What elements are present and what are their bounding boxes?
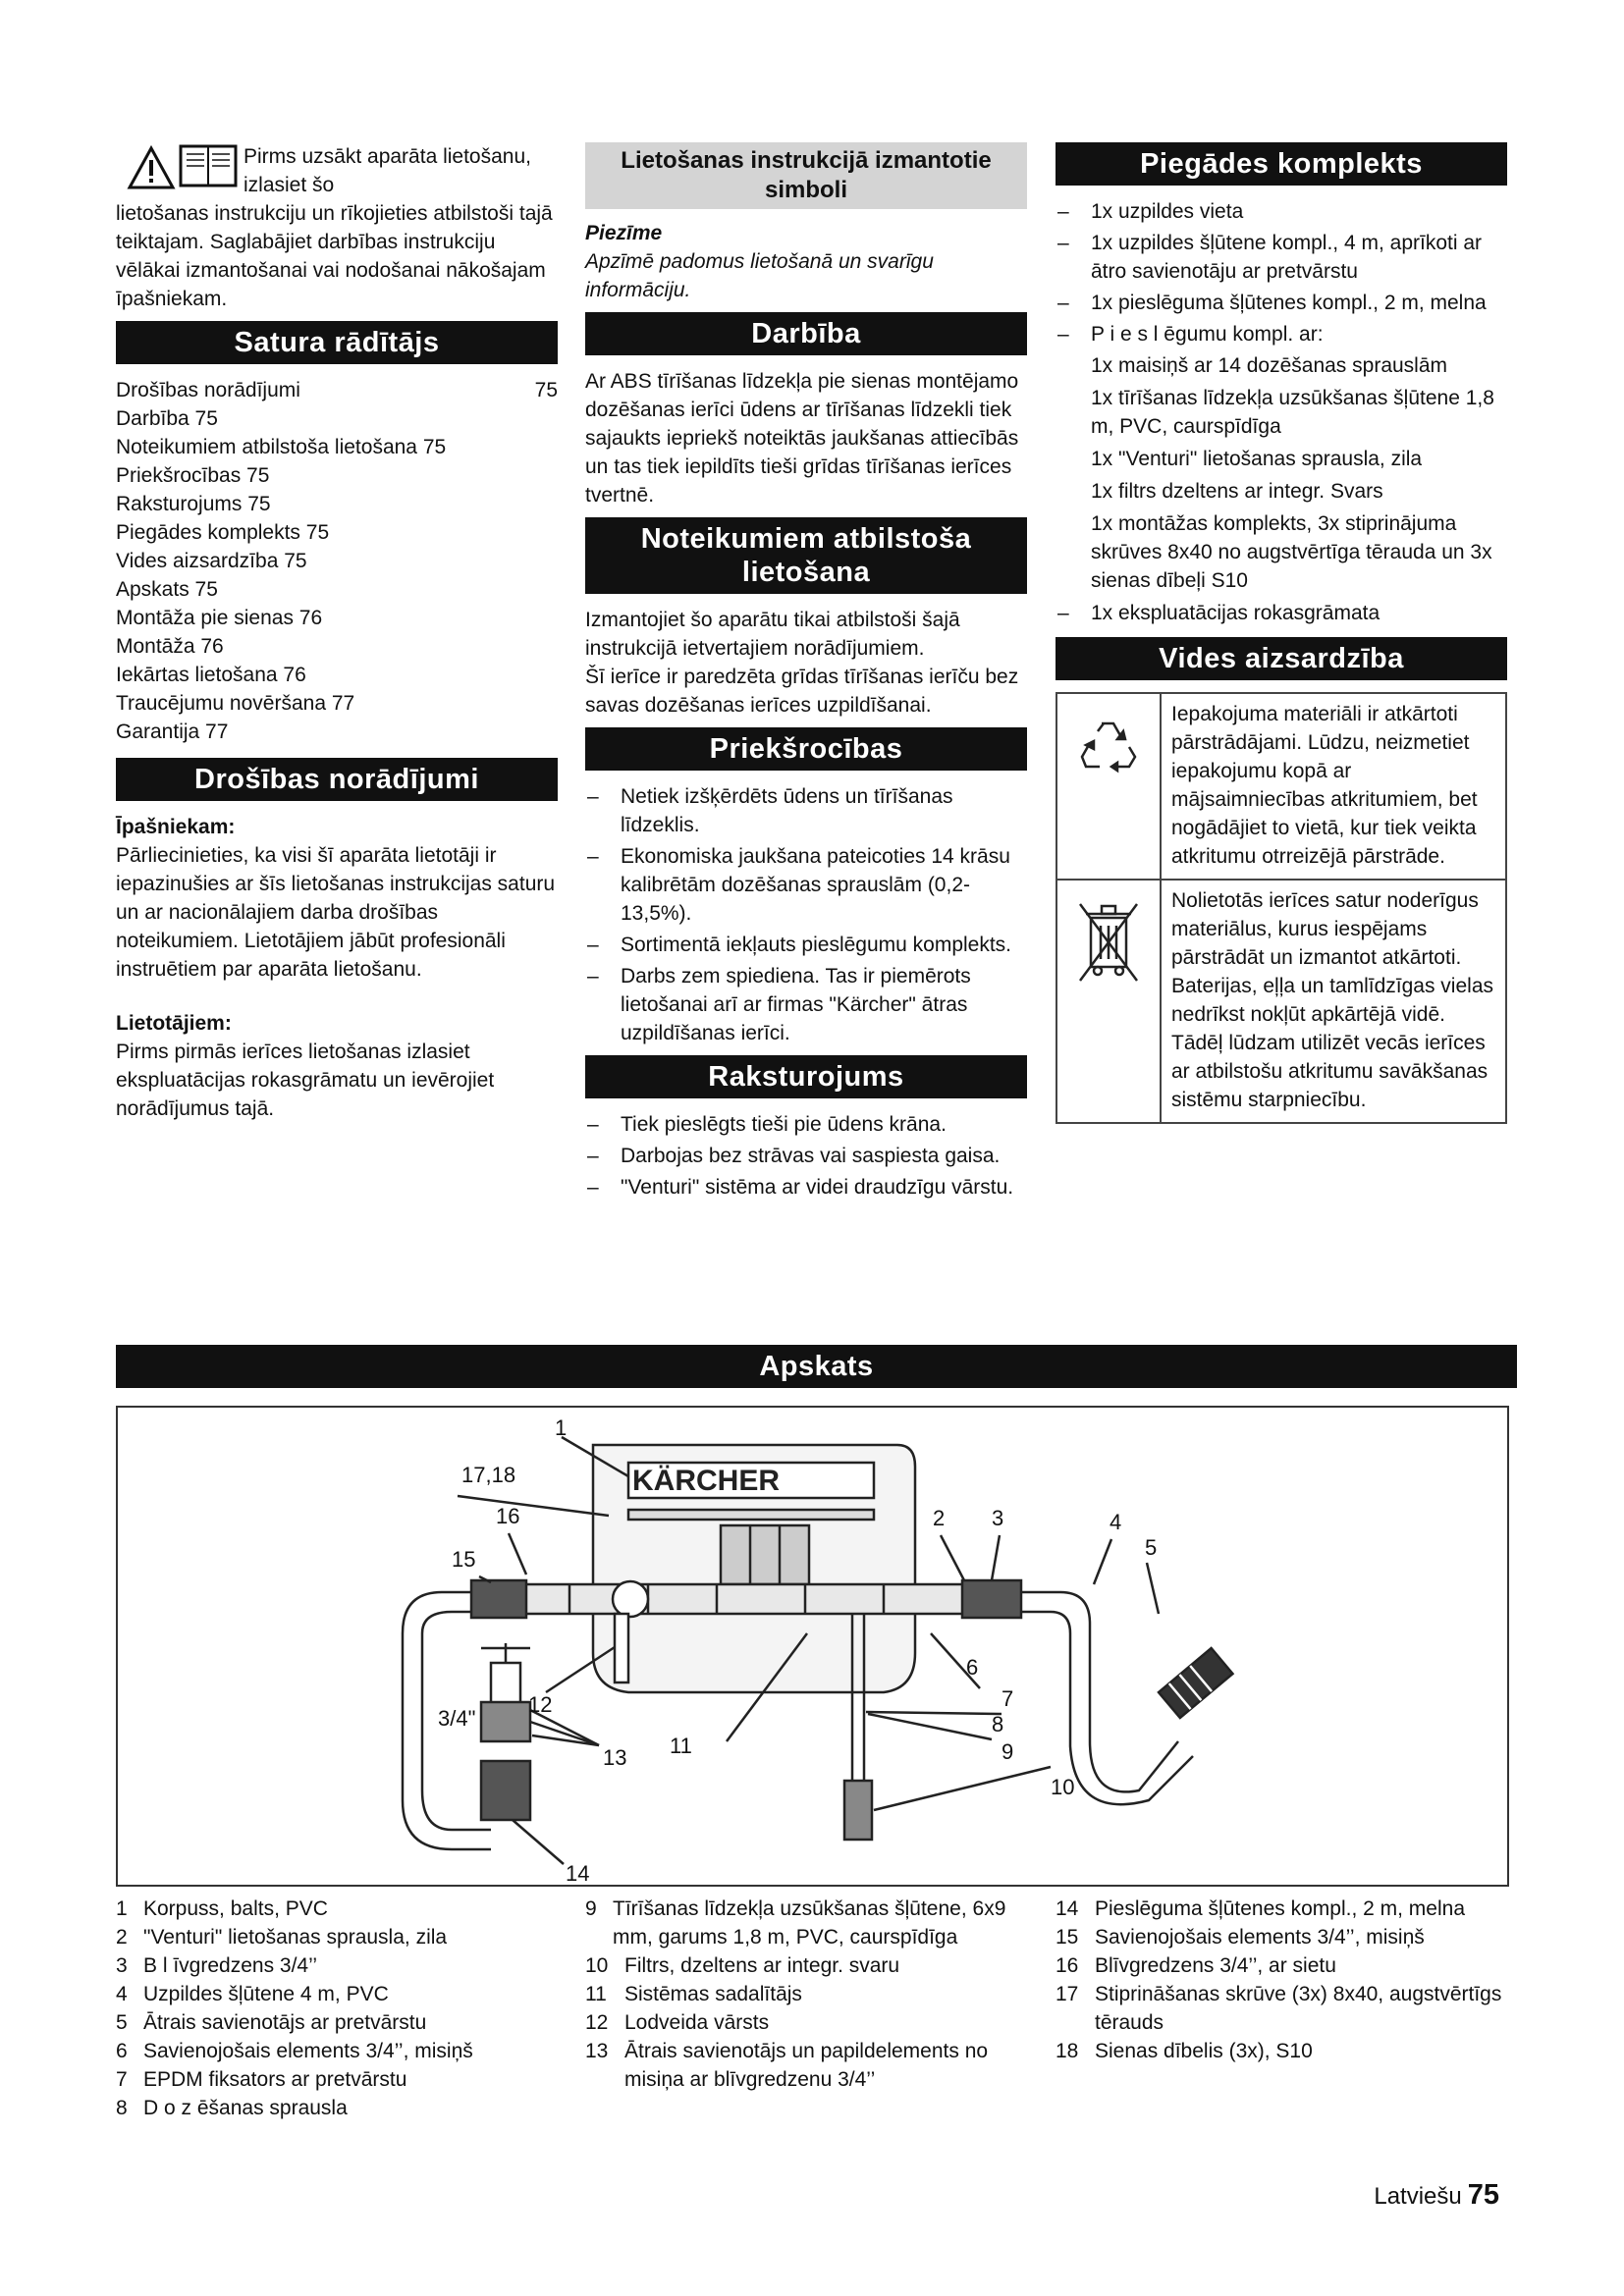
list-dash: – xyxy=(587,934,599,956)
legend-item xyxy=(585,1951,1027,1980)
legend-text: Sienas dībelis (3x), S10 xyxy=(1095,2040,1313,2062)
toc-item-page: 75 xyxy=(534,379,558,401)
disposal-text: Nolietotās ierīces satur noderīgus materiālus, kurus iespējams pārstrādāt un izmantot atkārtoti. Baterijas, eļļa un tamlīdzīgas vielas nedrīkst nokļūt apkārtējā vidē. Tādēļ lūdzam utilizēt vecās ierīces ar atbilstošu atkritumu savākšanas sistēmu starpniecību. xyxy=(1171,889,1493,1111)
owner-heading: Īpašniekam: xyxy=(116,816,236,838)
list-dash: – xyxy=(587,1113,599,1136)
toc-item xyxy=(116,689,558,718)
callout-7: 7 xyxy=(1001,1686,1014,1711)
toc-item xyxy=(116,661,558,689)
callout-3: 3 xyxy=(992,1506,1004,1530)
legend-text: Uzpildes šļūtene 4 m, PVC xyxy=(143,1983,389,2005)
device-drawing xyxy=(118,1408,1507,1885)
legend-item xyxy=(116,1951,558,1980)
toc-item xyxy=(116,632,558,661)
scope-item xyxy=(1056,289,1507,317)
recycle-icon xyxy=(1057,694,1162,879)
list-dash: – xyxy=(587,965,599,988)
callout-5: 5 xyxy=(1145,1535,1158,1560)
overview-heading: Apskats xyxy=(116,1345,1517,1388)
scope-item-text: P i e s l ēgumu kompl. ar: xyxy=(1091,323,1324,346)
legend-number: 7 xyxy=(116,2068,128,2091)
legend-text: Pieslēguma šļūtenes kompl., 2 m, melna xyxy=(1095,1897,1466,1920)
toc-heading: Satura rādītājs xyxy=(116,321,558,364)
legend-item xyxy=(116,2094,558,2122)
legend-item xyxy=(116,2008,558,2037)
legend-text: Korpuss, balts, PVC xyxy=(143,1897,328,1920)
legend-text: EPDM fiksators ar pretvārstu xyxy=(143,2068,407,2091)
legend-text: Blīvgredzens 3/4’’, ar sietu xyxy=(1095,1954,1336,1977)
list-item-text: Netiek izšķērdēts ūdens un tīrīšanas līdzeklis. xyxy=(621,785,953,836)
legend-item xyxy=(116,1923,558,1951)
scope-last-item: – 1x ekspluatācijas rokasgrāmata xyxy=(1057,602,1380,624)
toc-item xyxy=(116,718,558,746)
list-item-text: Ekonomiska jaukšana pateicoties 14 krāsu kalibrētām dozēšanas sprauslām (0,2-13,5%). xyxy=(621,845,1010,925)
toc-item xyxy=(116,433,558,461)
thread-label: 3/4" xyxy=(438,1706,476,1731)
callout-9: 9 xyxy=(1001,1739,1014,1764)
note-text: Apzīmē padomus lietošanā un svarīgu informāciju. xyxy=(585,250,934,301)
toc-item xyxy=(116,604,558,632)
legend-number: 3 xyxy=(116,1954,128,1977)
list-dash: – xyxy=(1057,200,1069,223)
legend-text: Savienojošais elements 3/4’’, misiņš xyxy=(1095,1926,1425,1949)
footer-language: Latviešu xyxy=(1374,2183,1462,2210)
callout-8: 8 xyxy=(992,1712,1004,1736)
recycle-text: Iepakojuma materiāli ir atkārtoti pārstrādājami. Lūdzu, neizmetiet iepakojumu kopā ar mājsaimniecības atkritumiem, bet nogādājiet to vietā, kur tiek veikta atkritumu otrreizējā pārstrāde. xyxy=(1171,703,1478,868)
scope-item xyxy=(1056,197,1507,226)
legend-text: Savienojošais elements 3/4’’, misiņš xyxy=(143,2040,473,2062)
list-item xyxy=(585,962,1027,1047)
list-item-text: Tiek pieslēgts tieši pie ūdens krāna. xyxy=(621,1113,947,1136)
scope-sub-item: 1x filtrs dzeltens ar integr. Svars xyxy=(1091,480,1383,503)
list-item xyxy=(585,931,1027,959)
scope-item-text: 1x uzpildes vieta xyxy=(1091,200,1244,223)
legend-text: Ātrais savienotājs un papildelements no misiņa ar blīvgredzenu 3/4’’ xyxy=(624,2040,989,2091)
toc-item-label: Drošības norādījumi xyxy=(116,379,300,401)
callout-13: 13 xyxy=(603,1745,627,1770)
toc-item xyxy=(116,547,558,575)
column-right xyxy=(1056,142,1507,1124)
intro-text-first: Pirms uzsākt aparāta lietošanu, izlasiet šo xyxy=(244,145,531,196)
legend-item xyxy=(116,2037,558,2065)
list-item-text: Darbojas bez strāvas vai saspiesta gaisa. xyxy=(621,1145,1001,1167)
legend-number: 2 xyxy=(116,1926,128,1949)
legend-item xyxy=(585,1895,1027,1951)
scope-last-item-text: 1x ekspluatācijas rokasgrāmata xyxy=(1091,602,1380,624)
scope-item xyxy=(1056,229,1507,286)
toc-item-label: Apskats 75 xyxy=(116,578,218,601)
legend-number: 11 xyxy=(585,1983,607,2005)
intended-use-text-2: Šī ierīce ir paredzēta grīdas tīrīšanas ierīču bez savas dozēšanas ierīces uzpildīšanai. xyxy=(585,666,1019,717)
legend-number: 18 xyxy=(1056,2040,1079,2062)
scope-item xyxy=(1056,320,1507,348)
page-footer xyxy=(1374,2179,1499,2212)
toc-list xyxy=(116,376,558,746)
legend-text: Stiprināšanas skrūve (3x) 8x40, augstvērtīgs tērauds xyxy=(1095,1983,1502,2034)
legend-item xyxy=(1056,2037,1507,2065)
legend-item xyxy=(1056,1923,1507,1951)
legend-item xyxy=(116,2065,558,2094)
legend-number: 10 xyxy=(585,1954,609,1977)
callout-17-18: 17,18 xyxy=(461,1463,516,1487)
legend-number: 9 xyxy=(585,1897,597,1920)
warning-book-icon xyxy=(126,142,244,191)
list-item xyxy=(585,1173,1027,1201)
features-list xyxy=(585,1110,1027,1201)
callout-15: 15 xyxy=(452,1547,476,1572)
scope-sub-item: 1x "Venturi" lietošanas sprausla, zila xyxy=(1091,448,1423,470)
legend-text: Filtrs, dzeltens ar integr. svaru xyxy=(624,1954,900,1977)
toc-item xyxy=(116,490,558,518)
scope-sub-list xyxy=(1056,351,1507,595)
list-dash: – xyxy=(587,1176,599,1199)
list-dash: – xyxy=(1057,232,1069,254)
legend-text: Tīrīšanas līdzekļa uzsūkšanas šļūtene, 6x9 mm, garums 1,8 m, PVC, caurspīdīga xyxy=(613,1897,1006,1949)
list-dash: – xyxy=(1057,292,1069,314)
scope-sub-item: 1x montāžas komplekts, 3x stiprinājuma skrūves 8x40 no augstvērtīga tērauda un 3x sienas dībeļi S10 xyxy=(1091,512,1492,592)
scope-list xyxy=(1056,197,1507,348)
legend-item xyxy=(1056,1951,1507,1980)
legend-item xyxy=(1056,1980,1507,2037)
list-dash: – xyxy=(587,785,599,808)
owner-text: Pārliecinieties, ka visi šī aparāta lietotāji ir iepazinušies ar šīs lietošanas instrukcijas saturu un ar nacionālajiem darba drošības noteikumiem. Lietotājiem jābūt profesionāli instruētiem par aparāta lietošanu. xyxy=(116,844,556,981)
callout-10: 10 xyxy=(1051,1775,1075,1799)
callout-2: 2 xyxy=(933,1506,946,1530)
toc-item-label: Noteikumiem atbilstoša lietošana 75 xyxy=(116,436,447,458)
environment-table xyxy=(1056,692,1507,1124)
toc-item-label: Traucējumu novēršana 77 xyxy=(116,692,355,715)
legend-number: 8 xyxy=(116,2097,128,2119)
legend-item xyxy=(585,1980,1027,2008)
legend-text: "Venturi" lietošanas sprausla, zila xyxy=(143,1926,448,1949)
advantages-list xyxy=(585,782,1027,1047)
callout-12: 12 xyxy=(528,1692,553,1717)
toc-item xyxy=(116,575,558,604)
list-dash: – xyxy=(587,845,599,868)
environment-row-disposal xyxy=(1057,881,1505,1122)
toc-item xyxy=(116,376,558,404)
legend-item xyxy=(116,1980,558,2008)
toc-item-label: Iekārtas lietošana 76 xyxy=(116,664,306,686)
callout-11: 11 xyxy=(670,1734,692,1758)
toc-item-label: Piegādes komplekts 75 xyxy=(116,521,330,544)
list-dash: – xyxy=(587,1145,599,1167)
note-label: Piezīme xyxy=(585,222,663,244)
safety-heading: Drošības norādījumi xyxy=(116,758,558,801)
legend-number: 12 xyxy=(585,2011,609,2034)
scope-item-text: 1x uzpildes šļūtene kompl., 4 m, aprīkoti ar ātro savienotāju ar pretvārstu xyxy=(1091,232,1483,283)
callout-14: 14 xyxy=(566,1861,590,1885)
callout-4: 4 xyxy=(1110,1510,1122,1534)
list-item xyxy=(585,782,1027,839)
environment-heading: Vides aizsardzība xyxy=(1056,637,1507,680)
intro-text-rest: lietošanas instrukciju un rīkojieties atbilstoši tajā teiktajam. Saglabājiet darbības instrukciju vēlākai izmantošanai vai nodošanai nākošajam īpašniekam. xyxy=(116,202,553,310)
user-heading: Lietotājiem: xyxy=(116,1012,232,1035)
legend-number: 6 xyxy=(116,2040,128,2062)
legend-number: 5 xyxy=(116,2011,128,2034)
list-item xyxy=(585,1110,1027,1139)
legend-column-2 xyxy=(585,1895,1027,2094)
toc-item xyxy=(116,461,558,490)
toc-item-label: Darbība 75 xyxy=(116,407,218,430)
toc-item-label: Priekšrocības 75 xyxy=(116,464,270,487)
legend-item xyxy=(585,2037,1027,2094)
legend-item xyxy=(1056,1895,1507,1923)
overview-diagram xyxy=(116,1406,1509,1887)
legend-number: 15 xyxy=(1056,1926,1079,1949)
list-item-text: Darbs zem spiediena. Tas ir piemērots lietošanai arī ar firmas "Kärcher" ātras uzpildīšanas ierīci. xyxy=(621,965,971,1044)
legend-number: 16 xyxy=(1056,1954,1079,1977)
legend-text: Ātrais savienotājs ar pretvārstu xyxy=(143,2011,427,2034)
toc-item-label: Raksturojums 75 xyxy=(116,493,271,515)
legend-number: 1 xyxy=(116,1897,128,1920)
page-number: 75 xyxy=(1467,2179,1499,2211)
legend-column-1 xyxy=(116,1895,558,2122)
callout-16: 16 xyxy=(496,1504,520,1528)
legend-number: 17 xyxy=(1056,1983,1079,2005)
operation-text: Ar ABS tīrīšanas līdzekļa pie sienas montējamo dozēšanas ierīci ūdens ar tīrīšanas līdzekli tiek sajaukts iepriekš noteiktās jaukšanas attiecībās un tas tiek iepildīts tieši grīdas tīrīšanas ierīces tvertnē. xyxy=(585,370,1019,507)
legend-text: Lodveida vārsts xyxy=(624,2011,770,2034)
legend-number: 13 xyxy=(585,2040,609,2062)
legend-text: D o z ēšanas sprausla xyxy=(143,2097,348,2119)
column-left xyxy=(116,142,558,1127)
environment-row-recycle xyxy=(1057,694,1505,881)
user-text: Pirms pirmās ierīces lietošanas izlasiet ekspluatācijas rokasgrāmatu un ievērojiet norādījumus tajā. xyxy=(116,1041,495,1120)
scope-sub-item: 1x maisiņš ar 14 dozēšanas sprauslām xyxy=(1091,354,1448,377)
toc-item-label: Vides aizsardzība 75 xyxy=(116,550,307,572)
callout-6: 6 xyxy=(966,1655,979,1680)
list-item-text: "Venturi" sistēma ar videi draudzīgu vārstu. xyxy=(621,1176,1014,1199)
operation-heading: Darbība xyxy=(585,312,1027,355)
toc-item-label: Montāža pie sienas 76 xyxy=(116,607,323,629)
scope-heading: Piegādes komplekts xyxy=(1056,142,1507,186)
advantages-heading: Priekšrocības xyxy=(585,727,1027,771)
intended-use-text-1: Izmantojiet šo aparātu tikai atbilstoši šajā instrukcijā ietvertajiem norādījumiem. xyxy=(585,609,960,660)
crossed-bin-icon xyxy=(1057,881,1162,1122)
list-item xyxy=(585,842,1027,928)
legend-item xyxy=(585,2008,1027,2037)
callout-1: 1 xyxy=(555,1415,568,1440)
scope-sub-item: 1x tīrīšanas līdzekļa uzsūkšanas šļūtene 1,8 m, PVC, caurspīdīga xyxy=(1091,387,1494,438)
brand-logo: KÄRCHER xyxy=(632,1465,780,1497)
column-middle xyxy=(585,142,1027,1204)
toc-item xyxy=(116,518,558,547)
intended-use-heading: Noteikumiem atbilstoša lietošana xyxy=(585,517,1027,594)
list-item xyxy=(585,1142,1027,1170)
list-item-text: Sortimentā iekļauts pieslēgumu komplekts. xyxy=(621,934,1012,956)
toc-item-label: Montāža 76 xyxy=(116,635,224,658)
features-heading: Raksturojums xyxy=(585,1055,1027,1098)
legend-text: Sistēmas sadalītājs xyxy=(624,1983,802,2005)
intro-section xyxy=(116,142,558,313)
toc-item xyxy=(116,404,558,433)
legend-item xyxy=(116,1895,558,1923)
legend-text: B l īvgredzens 3/4’’ xyxy=(143,1954,318,1977)
legend-number: 4 xyxy=(116,1983,128,2005)
toc-item-label: Garantija 77 xyxy=(116,721,229,743)
legend-column-3 xyxy=(1056,1895,1507,2065)
legend-number: 14 xyxy=(1056,1897,1079,1920)
scope-item-text: 1x pieslēguma šļūtenes kompl., 2 m, melna xyxy=(1091,292,1487,314)
list-dash: – xyxy=(1057,323,1069,346)
symbols-heading: Lietošanas instrukcijā izmantotie simboli xyxy=(585,142,1027,209)
